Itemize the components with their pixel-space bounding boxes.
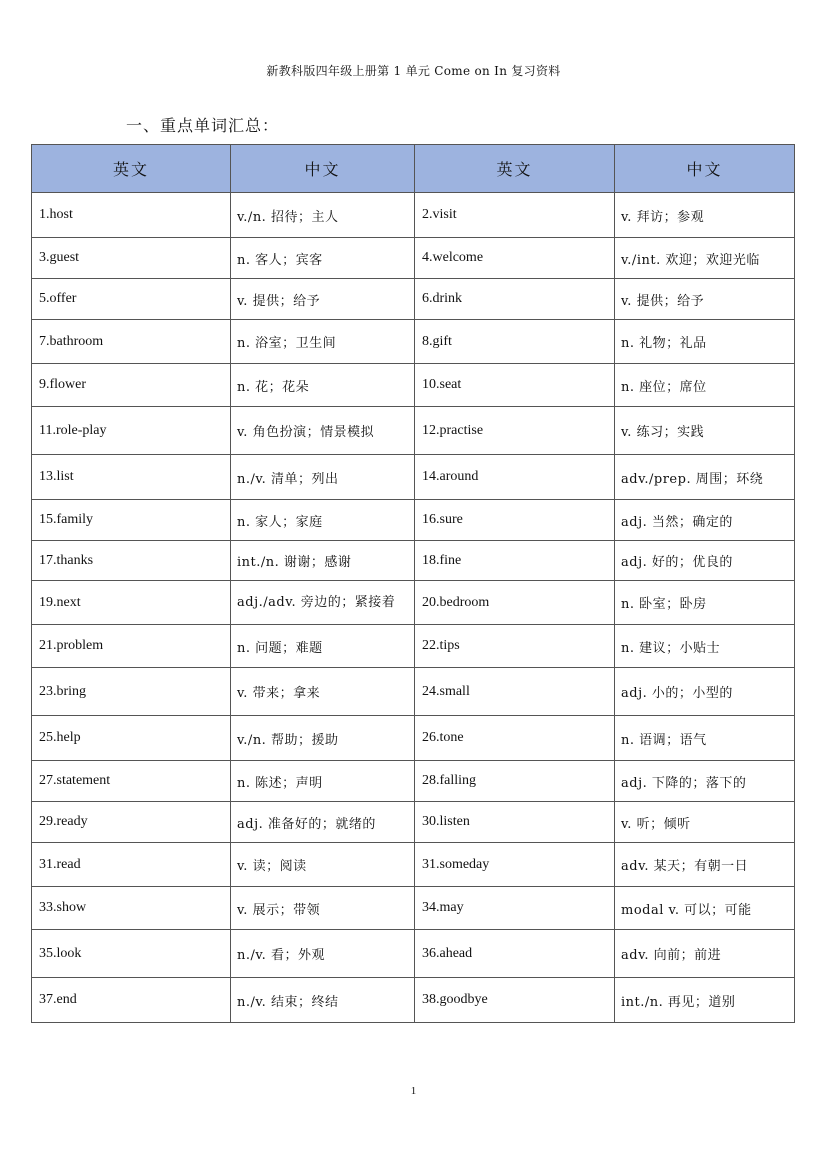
table-row bbox=[32, 802, 795, 843]
table-row bbox=[32, 978, 795, 1023]
word-english: 20.bedroom bbox=[415, 581, 615, 625]
word-chinese: adj./adv. 旁边的；紧接着 bbox=[231, 581, 415, 625]
table-row bbox=[32, 625, 795, 668]
table-row bbox=[32, 761, 795, 802]
word-english: 27.statement bbox=[32, 761, 231, 802]
word-chinese: v./n. 帮助；援助 bbox=[231, 716, 415, 761]
word-chinese: v. 展示；带领 bbox=[231, 887, 415, 930]
word-chinese: v. 读；阅读 bbox=[231, 843, 415, 887]
word-chinese: adj. 小的；小型的 bbox=[615, 668, 795, 716]
word-chinese: n./v. 看；外观 bbox=[231, 930, 415, 978]
word-english: 22.tips bbox=[415, 625, 615, 668]
word-english: 26.tone bbox=[415, 716, 615, 761]
word-chinese: n./v. 结束；终结 bbox=[231, 978, 415, 1023]
word-chinese: modal v. 可以；可能 bbox=[615, 887, 795, 930]
page-number: 1 bbox=[410, 1085, 417, 1097]
word-chinese: n. 花；花朵 bbox=[231, 364, 415, 407]
word-english: 12.practise bbox=[415, 407, 615, 455]
word-english: 2.visit bbox=[415, 193, 615, 238]
word-english: 10.seat bbox=[415, 364, 615, 407]
word-english: 17.thanks bbox=[32, 541, 231, 581]
word-chinese: v./n. 招待；主人 bbox=[231, 193, 415, 238]
word-chinese: adj. 下降的；落下的 bbox=[615, 761, 795, 802]
word-english: 15.family bbox=[32, 500, 231, 541]
word-english: 9.flower bbox=[32, 364, 231, 407]
word-chinese: n. 陈述；声明 bbox=[231, 761, 415, 802]
word-chinese: v. 提供；给予 bbox=[615, 279, 795, 320]
table-row bbox=[32, 668, 795, 716]
word-english: 31.someday bbox=[415, 843, 615, 887]
word-english: 25.help bbox=[32, 716, 231, 761]
word-english: 3.guest bbox=[32, 238, 231, 279]
word-english: 13.list bbox=[32, 455, 231, 500]
word-english: 6.drink bbox=[415, 279, 615, 320]
word-chinese: n. 语调；语气 bbox=[615, 716, 795, 761]
table-row bbox=[32, 364, 795, 407]
word-chinese: n. 家人；家庭 bbox=[231, 500, 415, 541]
table-row bbox=[32, 581, 795, 625]
word-english: 38.goodbye bbox=[415, 978, 615, 1023]
word-chinese: v. 拜访；参观 bbox=[615, 193, 795, 238]
table-row bbox=[32, 843, 795, 887]
word-chinese: v. 练习；实践 bbox=[615, 407, 795, 455]
word-english: 34.may bbox=[415, 887, 615, 930]
word-chinese: int./n. 再见；道别 bbox=[615, 978, 795, 1023]
word-chinese: v. 听；倾听 bbox=[615, 802, 795, 843]
section-heading: 一、重点单词汇总： bbox=[126, 116, 280, 135]
table-row bbox=[32, 193, 795, 238]
word-english: 37.end bbox=[32, 978, 231, 1023]
word-chinese: n./v. 清单；列出 bbox=[231, 455, 415, 500]
table-row bbox=[32, 716, 795, 761]
word-english: 24.small bbox=[415, 668, 615, 716]
word-chinese: adv./prep. 周围；环绕 bbox=[615, 455, 795, 500]
table-row bbox=[32, 238, 795, 279]
word-chinese: n. 座位；席位 bbox=[615, 364, 795, 407]
vocabulary-table bbox=[31, 144, 795, 1023]
word-chinese: v./int. 欢迎；欢迎光临 bbox=[615, 238, 795, 279]
header-chinese-2: 中文 bbox=[615, 145, 795, 193]
word-chinese: adj. 当然；确定的 bbox=[615, 500, 795, 541]
word-english: 29.ready bbox=[32, 802, 231, 843]
word-english: 36.ahead bbox=[415, 930, 615, 978]
word-english: 19.next bbox=[32, 581, 231, 625]
word-english: 1.host bbox=[32, 193, 231, 238]
word-english: 28.falling bbox=[415, 761, 615, 802]
header-chinese-1: 中文 bbox=[231, 145, 415, 193]
word-chinese: adj. 准备好的；就绪的 bbox=[231, 802, 415, 843]
word-chinese: n. 卧室；卧房 bbox=[615, 581, 795, 625]
word-english: 23.bring bbox=[32, 668, 231, 716]
word-chinese: n. 浴室；卫生间 bbox=[231, 320, 415, 364]
word-chinese: adv. 某天；有朝一日 bbox=[615, 843, 795, 887]
table-row bbox=[32, 541, 795, 581]
word-english: 21.problem bbox=[32, 625, 231, 668]
word-chinese: n. 问题；难题 bbox=[231, 625, 415, 668]
word-english: 16.sure bbox=[415, 500, 615, 541]
word-chinese: int./n. 谢谢；感谢 bbox=[231, 541, 415, 581]
word-english: 33.show bbox=[32, 887, 231, 930]
word-english: 5.offer bbox=[32, 279, 231, 320]
table-row bbox=[32, 887, 795, 930]
word-english: 35.look bbox=[32, 930, 231, 978]
word-english: 14.around bbox=[415, 455, 615, 500]
table-row bbox=[32, 407, 795, 455]
word-english: 8.gift bbox=[415, 320, 615, 364]
document-header: 新教科版四年级上册第 1 单元 Come on In 复习资料 bbox=[266, 64, 561, 78]
table-row bbox=[32, 500, 795, 541]
word-english: 30.listen bbox=[415, 802, 615, 843]
word-chinese: adj. 好的；优良的 bbox=[615, 541, 795, 581]
word-english: 18.fine bbox=[415, 541, 615, 581]
table-row bbox=[32, 279, 795, 320]
word-chinese: v. 带来；拿来 bbox=[231, 668, 415, 716]
word-chinese: n. 客人；宾客 bbox=[231, 238, 415, 279]
word-chinese: n. 礼物；礼品 bbox=[615, 320, 795, 364]
word-chinese: v. 角色扮演；情景模拟 bbox=[231, 407, 415, 455]
word-chinese: v. 提供；给予 bbox=[231, 279, 415, 320]
table-row bbox=[32, 930, 795, 978]
table-row bbox=[32, 455, 795, 500]
header-english-1: 英文 bbox=[32, 145, 231, 193]
word-english: 7.bathroom bbox=[32, 320, 231, 364]
table-row bbox=[32, 320, 795, 364]
word-chinese: adv. 向前；前进 bbox=[615, 930, 795, 978]
table-header-row bbox=[32, 145, 795, 193]
word-english: 11.role-play bbox=[32, 407, 231, 455]
word-english: 31.read bbox=[32, 843, 231, 887]
word-english: 4.welcome bbox=[415, 238, 615, 279]
header-english-2: 英文 bbox=[415, 145, 615, 193]
word-chinese: n. 建议；小贴士 bbox=[615, 625, 795, 668]
